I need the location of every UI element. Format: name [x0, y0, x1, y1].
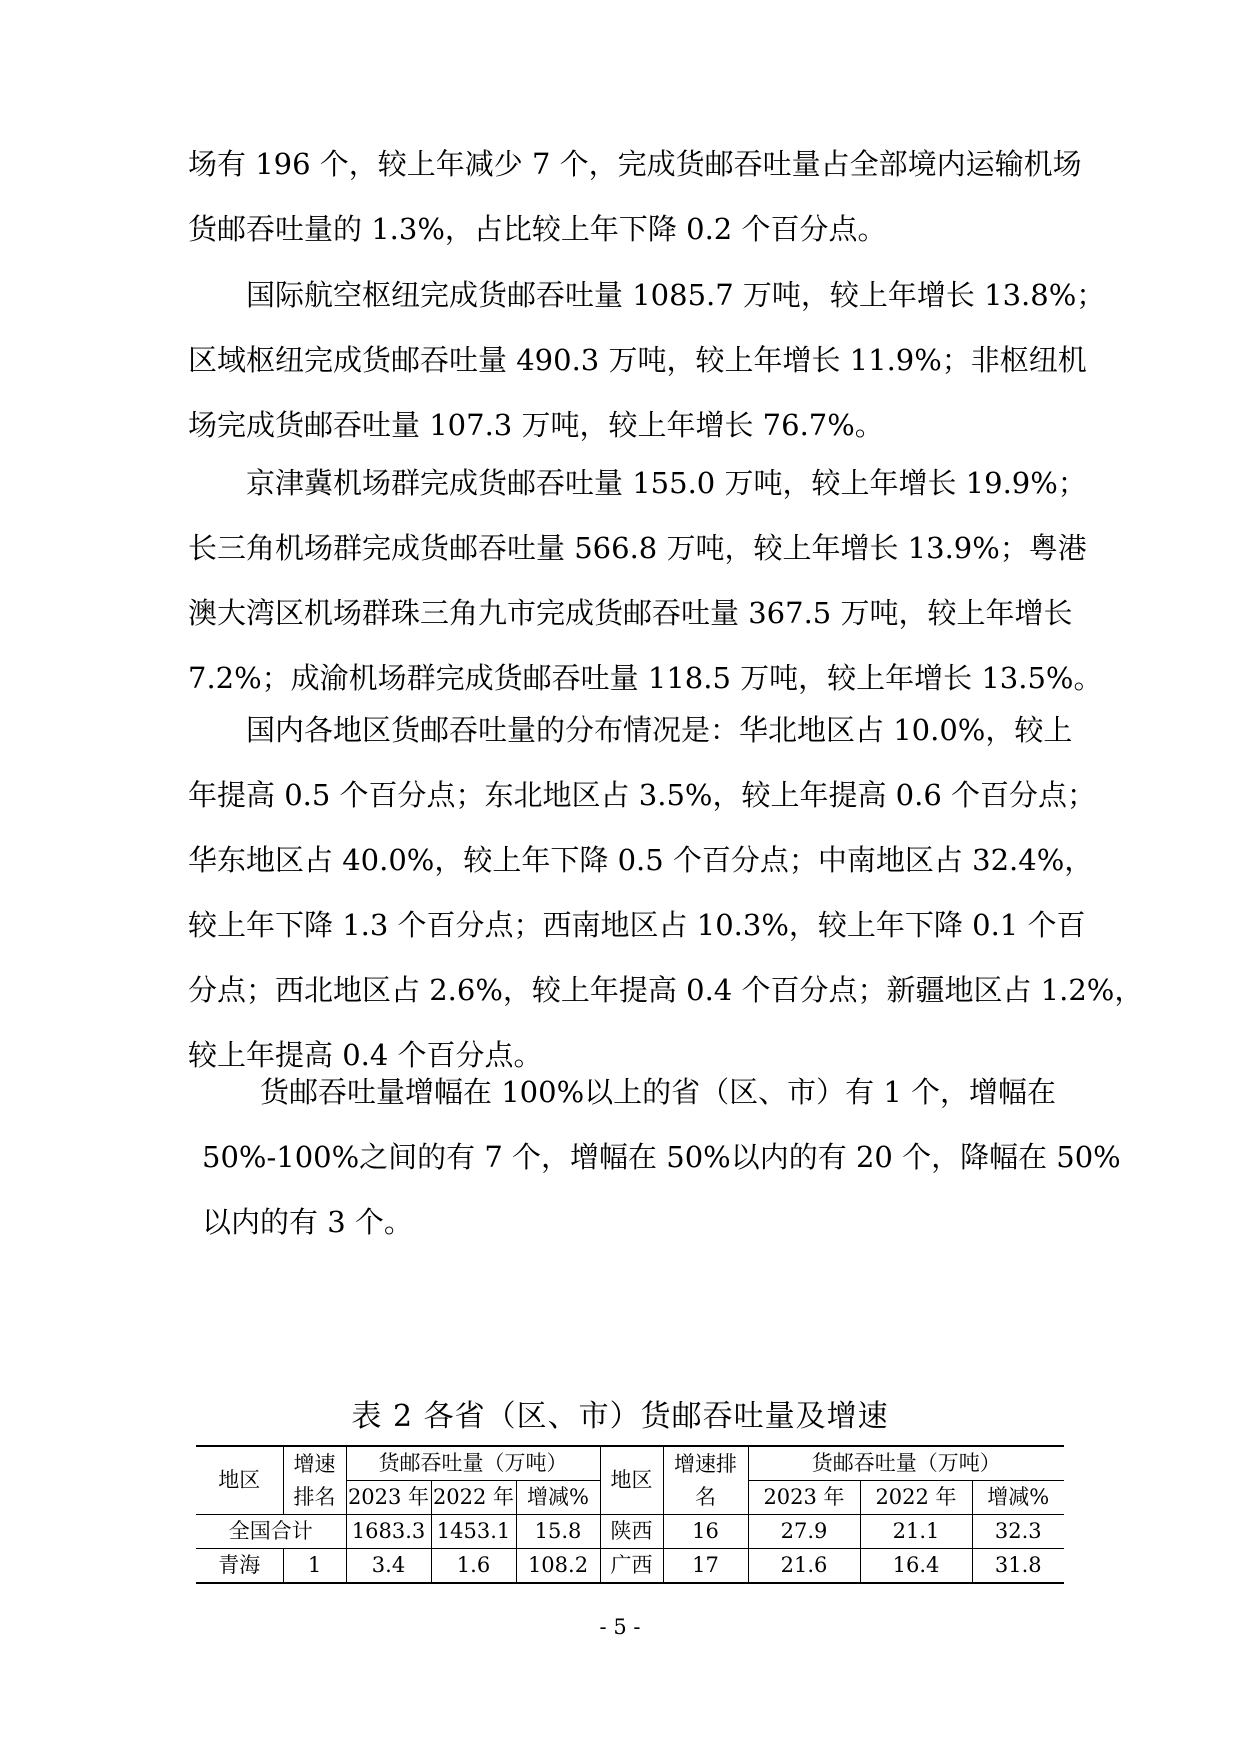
text-line: 场完成货邮吞吐量 107.3 万吨，较上年增长 76.7%。 — [188, 408, 884, 442]
page-number: - 5 - — [599, 1615, 641, 1639]
text-line: 华东地区占 40.0%，较上年下降 0.5 个百分点；中南地区占 32.4%， — [188, 843, 1094, 877]
text-line: 长三角机场群完成货邮吞吐量 566.8 万吨，较上年增长 13.9%；粤港 — [188, 531, 1087, 565]
text-line: 场有 196 个，较上年减少 7 个，完成货邮吞吐量占全部境内运输机场 — [188, 147, 1082, 181]
text-line: 国际航空枢纽完成货邮吞吐量 1085.7 万吨，较上年增长 13.8%； — [246, 278, 1106, 312]
cell-region: 广西 — [600, 1549, 663, 1584]
cell-change: 15.8 — [516, 1515, 600, 1549]
header-volume-group: 货邮吞吐量（万吨） — [346, 1446, 600, 1481]
text-line: 澳大湾区机场群珠三角九市完成货邮吞吐量 367.5 万吨，较上年增长 — [188, 596, 1073, 630]
cell-2023: 27.9 — [748, 1515, 860, 1549]
cell-region: 陕西 — [600, 1515, 663, 1549]
table-row — [196, 1549, 1064, 1584]
cell-change: 108.2 — [516, 1549, 600, 1584]
header-volume-group: 货邮吞吐量（万吨） — [748, 1446, 1064, 1481]
cell-2023: 3.4 — [346, 1549, 431, 1584]
header-change: 增减% — [516, 1481, 600, 1515]
header-2023: 2023 年 — [748, 1481, 860, 1515]
header-2022: 2022 年 — [431, 1481, 516, 1515]
text-line: 年提高 0.5 个百分点；东北地区占 3.5%，较上年提高 0.6 个百分点； — [188, 778, 1097, 812]
table-title: 表 2 各省（区、市）货邮吞吐量及增速 — [351, 1399, 889, 1434]
text-line: 京津冀机场群完成货邮吞吐量 155.0 万吨，较上年增长 19.9%； — [246, 466, 1087, 500]
cargo-volume-table — [196, 1445, 1064, 1584]
cell-2022: 21.1 — [860, 1515, 972, 1549]
header-2023: 2023 年 — [346, 1481, 431, 1515]
paragraph-4 — [188, 698, 1144, 1088]
cell-change: 32.3 — [972, 1515, 1064, 1549]
header-region: 地区 — [196, 1446, 283, 1515]
header-region: 地区 — [600, 1446, 663, 1515]
text-line: 国内各地区货邮吞吐量的分布情况是：华北地区占 10.0%，较上 — [246, 713, 1073, 747]
paragraph-5 — [202, 1060, 1121, 1255]
text-line: 区域枢纽完成货邮吞吐量 490.3 万吨，较上年增长 11.9%；非枢纽机 — [188, 343, 1087, 377]
cell-2022: 16.4 — [860, 1549, 972, 1584]
text-line: 7.2%；成渝机场群完成货邮吞吐量 118.5 万吨，较上年增长 13.5%。 — [188, 661, 1103, 695]
header-rank: 增速排名 — [663, 1446, 748, 1515]
text-line: 分点；西北地区占 2.6%，较上年提高 0.4 个百分点；新疆地区占 1.2%， — [188, 973, 1144, 1007]
paragraph-1 — [188, 132, 1082, 262]
cell-rank: 1 — [283, 1549, 346, 1584]
cell-rank: 16 — [663, 1515, 748, 1549]
cell-region: 全国合计 — [196, 1515, 346, 1549]
header-2022: 2022 年 — [860, 1481, 972, 1515]
cell-2023: 21.6 — [748, 1549, 860, 1584]
text-line: 以内的有 3 个。 — [202, 1205, 413, 1239]
table-header-row — [196, 1446, 1064, 1481]
header-change: 增减% — [972, 1481, 1064, 1515]
text-line: 50%-100%之间的有 7 个，增幅在 50%以内的有 20 个，降幅在 50% — [202, 1140, 1121, 1174]
cell-2023: 1683.3 — [346, 1515, 431, 1549]
table-row — [196, 1515, 1064, 1549]
cell-change: 31.8 — [972, 1549, 1064, 1584]
text-line: 较上年下降 1.3 个百分点；西南地区占 10.3%，较上年下降 0.1 个百 — [188, 908, 1086, 942]
cell-rank: 17 — [663, 1549, 748, 1584]
cell-2022: 1453.1 — [431, 1515, 516, 1549]
text-line: 货邮吞吐量的 1.3%，占比较上年下降 0.2 个百分点。 — [188, 212, 887, 246]
cell-2022: 1.6 — [431, 1549, 516, 1584]
paragraph-3 — [188, 451, 1103, 711]
header-rank: 增速排名 — [283, 1446, 346, 1515]
cell-region: 青海 — [196, 1549, 283, 1584]
text-line: 货邮吞吐量增幅在 100%以上的省（区、市）有 1 个，增幅在 — [260, 1075, 1057, 1109]
text-line: 较上年提高 0.4 个百分点。 — [188, 1038, 543, 1072]
paragraph-2 — [188, 263, 1106, 458]
